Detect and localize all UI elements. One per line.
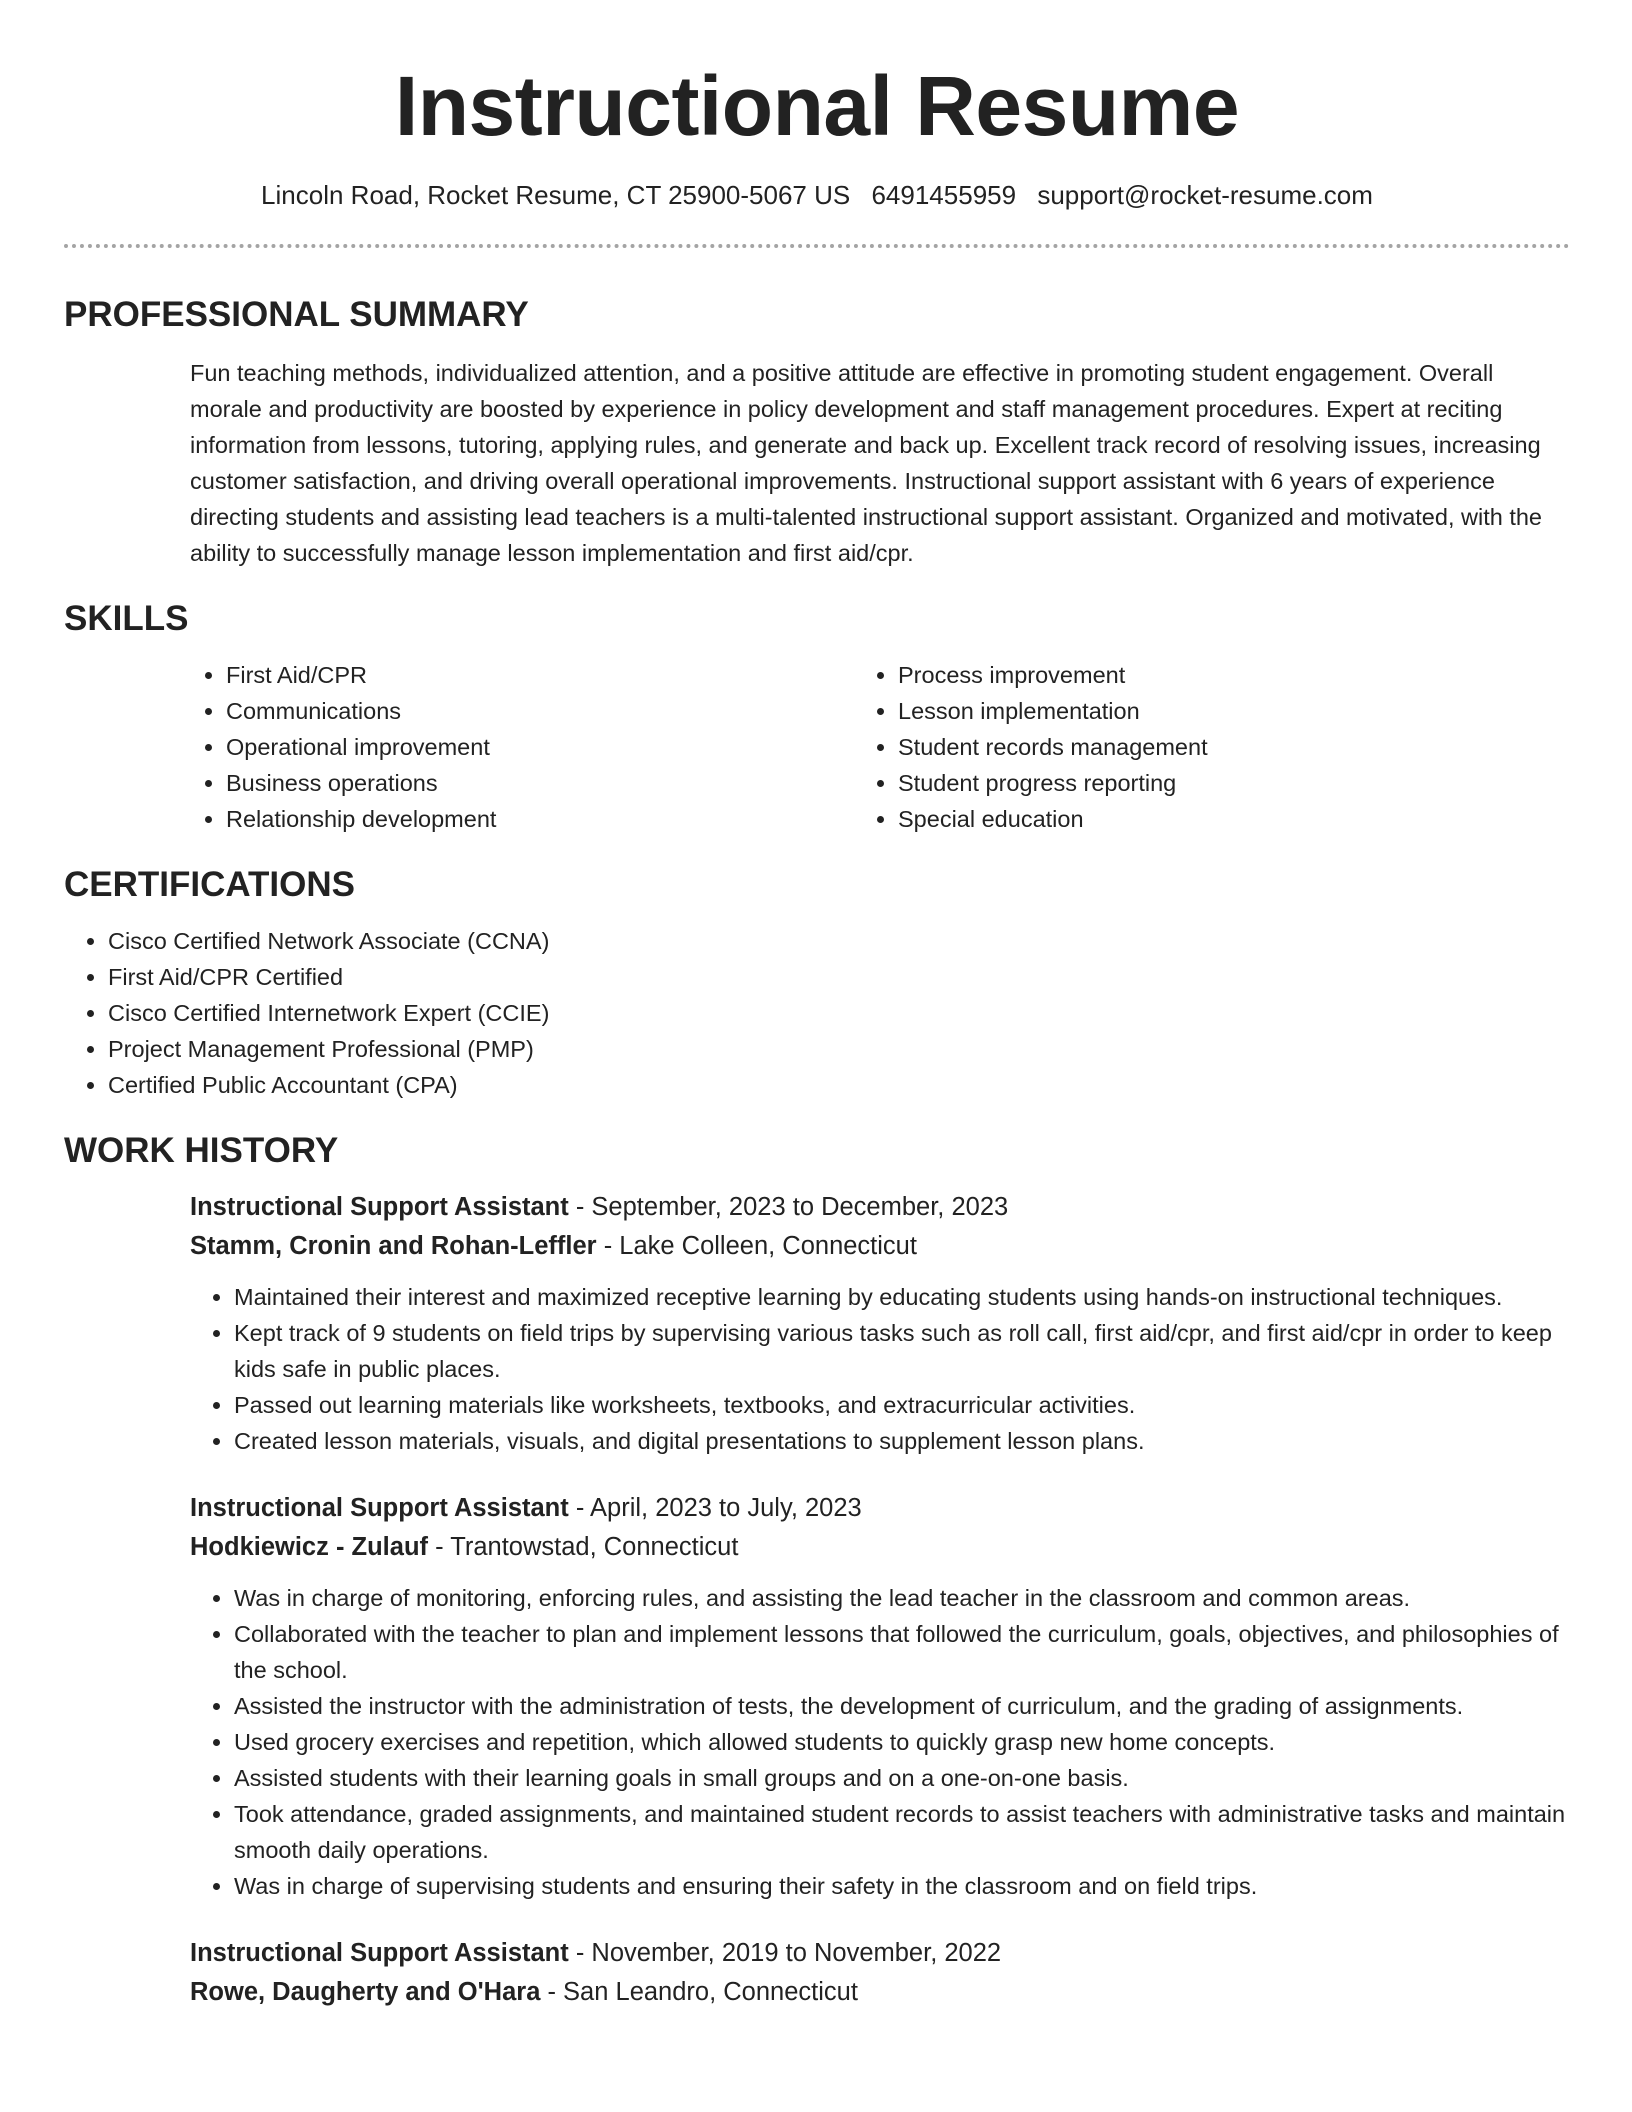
job-location: - Trantowstad, Connecticut xyxy=(428,1533,739,1561)
job-title: Instructional Support Assistant xyxy=(190,1494,569,1522)
contact-address: Lincoln Road, Rocket Resume, CT 25900-5067 US xyxy=(261,180,851,210)
skills-column-left xyxy=(226,657,898,837)
certification-item: • Certified Public Accountant (CPA) xyxy=(108,1067,1570,1103)
skill-item: • Operational improvement xyxy=(226,729,898,765)
job-duty: • Used grocery exercises and repetition, which allowed students to quickly grasp new home concepts. xyxy=(234,1724,1570,1760)
job-location: - San Leandro, Connecticut xyxy=(540,1978,858,2006)
job-duties xyxy=(190,1279,1570,1459)
certification-item: • Cisco Certified Network Associate (CCNA) xyxy=(108,923,1570,959)
contact-phone: 6491455959 xyxy=(871,180,1017,210)
skill-item: • Process improvement xyxy=(898,657,1570,693)
skill-item: • Communications xyxy=(226,693,898,729)
job-entry xyxy=(190,1188,1570,1459)
job-location: - Lake Colleen, Connecticut xyxy=(596,1232,917,1260)
resume-page xyxy=(64,0,1570,2012)
job-title-line xyxy=(190,1489,1570,1528)
job-duty: • Took attendance, graded assignments, and maintained student records to assist teachers with administrative tasks and maintain smooth daily operations. xyxy=(234,1796,1570,1868)
skill-item: • Lesson implementation xyxy=(898,693,1570,729)
job-entry xyxy=(190,1934,1570,2012)
certification-item: • First Aid/CPR Certified xyxy=(108,959,1570,995)
contact-line xyxy=(64,179,1570,211)
summary-text: Fun teaching methods, individualized attention, and a positive attitude are effective in promoting student engagement. Overall morale and productivity are boosted by experience in policy development and staff management procedures. Expert at reciting information from lessons, tutoring, applying rules, and generate and back up. Excellent track record of resolving issues, increasing customer satisfaction, and driving overall operational improvements. Instructional support assistant with 6 years of experience directing students and assisting lead teachers is a multi-talented instructional support assistant. Organized and motivated, with the ability to successfully manage lesson implementation and first aid/cpr. xyxy=(190,360,1542,566)
skill-item: • Student records management xyxy=(898,729,1570,765)
job-duties xyxy=(190,1580,1570,1904)
job-duty: • Was in charge of supervising students and ensuring their safety in the classroom and on field trips. xyxy=(234,1868,1570,1904)
skill-item: • Special education xyxy=(898,801,1570,837)
skill-item: • Student progress reporting xyxy=(898,765,1570,801)
job-duty: • Assisted students with their learning goals in small groups and on a one-on-one basis. xyxy=(234,1760,1570,1796)
job-duty: • Maintained their interest and maximized receptive learning by educating students using hands-on instructional techniques. xyxy=(234,1279,1570,1315)
job-company-line xyxy=(190,1973,1570,2012)
job-company-line xyxy=(190,1528,1570,1567)
job-title: Instructional Support Assistant xyxy=(190,1939,569,1967)
job-dates: - September, 2023 to December, 2023 xyxy=(568,1193,1009,1221)
job-duty: • Created lesson materials, visuals, and digital presentations to supplement lesson plans. xyxy=(234,1423,1570,1459)
job-duty: • Kept track of 9 students on field trips by supervising various tasks such as roll call, first aid/cpr, and first aid/cpr in order to keep kids safe in public places. xyxy=(234,1315,1570,1387)
job-company: Hodkiewicz - Zulauf xyxy=(190,1533,429,1561)
job-dates: - April, 2023 to July, 2023 xyxy=(568,1494,862,1522)
certifications-list xyxy=(64,923,1570,1103)
skills-column-right xyxy=(898,657,1570,837)
job-company: Stamm, Cronin and Rohan-Leffler xyxy=(190,1232,597,1260)
summary-heading: PROFESSIONAL SUMMARY xyxy=(64,295,529,334)
job-entry xyxy=(190,1489,1570,1904)
job-duty: • Collaborated with the teacher to plan and implement lessons that followed the curriculum, goals, objectives, and philosophies of the school. xyxy=(234,1616,1570,1688)
job-title-line xyxy=(190,1934,1570,1973)
job-duty: • Passed out learning materials like worksheets, textbooks, and extracurricular activities. xyxy=(234,1387,1570,1423)
job-duty: • Assisted the instructor with the administration of tests, the development of curriculum, and the grading of assignments. xyxy=(234,1688,1570,1724)
skill-item: • First Aid/CPR xyxy=(226,657,898,693)
job-title-line xyxy=(190,1188,1570,1227)
resume-title: Instructional Resume xyxy=(394,59,1240,153)
skill-item: • Business operations xyxy=(226,765,898,801)
job-company: Rowe, Daugherty and O'Hara xyxy=(190,1978,541,2006)
header-divider xyxy=(64,244,1570,248)
certification-item: • Project Management Professional (PMP) xyxy=(108,1031,1570,1067)
certification-item: • Cisco Certified Internetwork Expert (CCIE) xyxy=(108,995,1570,1031)
job-title: Instructional Support Assistant xyxy=(190,1193,569,1221)
certifications-heading: CERTIFICATIONS xyxy=(64,865,356,904)
skills-list xyxy=(226,657,1570,837)
work-history-heading: WORK HISTORY xyxy=(64,1131,339,1170)
contact-email[interactable]: support@rocket-resume.com xyxy=(1037,180,1373,210)
job-company-line xyxy=(190,1227,1570,1266)
job-duty: • Was in charge of monitoring, enforcing rules, and assisting the lead teacher in the classroom and common areas. xyxy=(234,1580,1570,1616)
skills-heading: SKILLS xyxy=(64,599,189,638)
skill-item: • Relationship development xyxy=(226,801,898,837)
job-dates: - November, 2019 to November, 2022 xyxy=(568,1939,1002,1967)
